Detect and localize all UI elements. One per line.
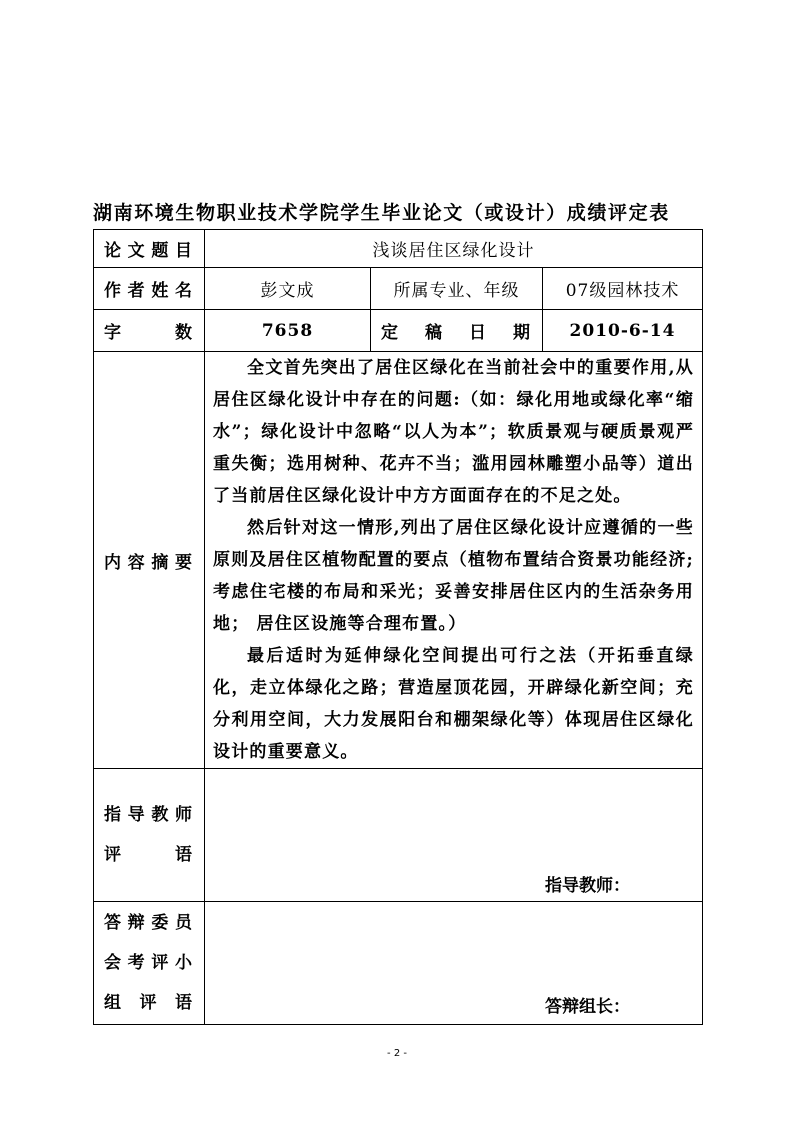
abstract-paragraph: 最后适时为延伸绿化空间提出可行之法（开拓垂直绿化，走立体绿化之路；营造屋顶花园，开辟绿化新空间；充分利用空间，大力发展阳台和棚架绿化等）体现居住区绿化设计的重要意义。 bbox=[213, 646, 695, 762]
advisor-label-line: 指导教师 bbox=[104, 805, 194, 825]
major-value: 07级园林技术 bbox=[543, 268, 703, 310]
abstract-paragraph: 全文首先突出了居住区绿化在当前社会中的重要作用,从居住区绿化设计中存在的问题:（如：绿化用地或绿化率“缩水”；绿化设计中忽略“以人为本”；软质景观与硬质景观严重失衡；选用树种、花卉不当；滥用园林雕塑小品等）道出了当前居住区绿化设计中方方面面存在的不足之处。 bbox=[213, 358, 695, 506]
committee-signature: 答辩组长： bbox=[545, 997, 631, 1017]
thesis-title-label: 论文题目 bbox=[94, 230, 205, 268]
committee-label-line: 会考评小 bbox=[104, 953, 194, 973]
committee-comment-area bbox=[205, 902, 703, 1025]
abstract-content bbox=[205, 352, 703, 769]
abstract-label: 内容摘要 bbox=[94, 352, 205, 769]
word-count-label: 字数 bbox=[94, 310, 205, 352]
page-number: - 2 - bbox=[387, 1048, 407, 1059]
advisor-signature: 指导教师： bbox=[545, 876, 631, 896]
advisor-comment-area bbox=[205, 769, 703, 902]
row-word-count bbox=[94, 310, 703, 352]
date-value: 2010-6-14 bbox=[543, 310, 703, 352]
form-title: 湖南环境生物职业技术学院学生毕业论文（或设计）成绩评定表 bbox=[93, 202, 670, 224]
row-author bbox=[94, 268, 703, 310]
row-committee-comment bbox=[94, 902, 703, 1025]
author-label: 作者姓名 bbox=[94, 268, 205, 310]
date-label: 定稿日期 bbox=[371, 310, 543, 352]
advisor-comment-label bbox=[94, 769, 205, 902]
author-value: 彭文成 bbox=[205, 268, 371, 310]
advisor-label-line: 评语 bbox=[104, 845, 194, 865]
word-count-value: 7658 bbox=[205, 310, 371, 352]
row-advisor-comment bbox=[94, 769, 703, 902]
committee-comment-label bbox=[94, 902, 205, 1025]
committee-label-line: 组评语 bbox=[104, 993, 194, 1013]
row-thesis-title bbox=[94, 230, 703, 268]
committee-label-line: 答辩委员 bbox=[104, 913, 194, 933]
thesis-title-value: 浅谈居住区绿化设计 bbox=[205, 230, 703, 268]
abstract-paragraph: 然后针对这一情形,列出了居住区绿化设计应遵循的一些原则及居住区植物配置的要点（植物布置结合资景功能经济;考虑住宅楼的布局和采光；妥善安排居住区内的生活杂务用地； 居住区设施等合理布置。） bbox=[213, 518, 695, 634]
row-abstract bbox=[94, 352, 703, 769]
major-label: 所属专业、年级 bbox=[371, 268, 543, 310]
evaluation-table bbox=[93, 229, 703, 1025]
